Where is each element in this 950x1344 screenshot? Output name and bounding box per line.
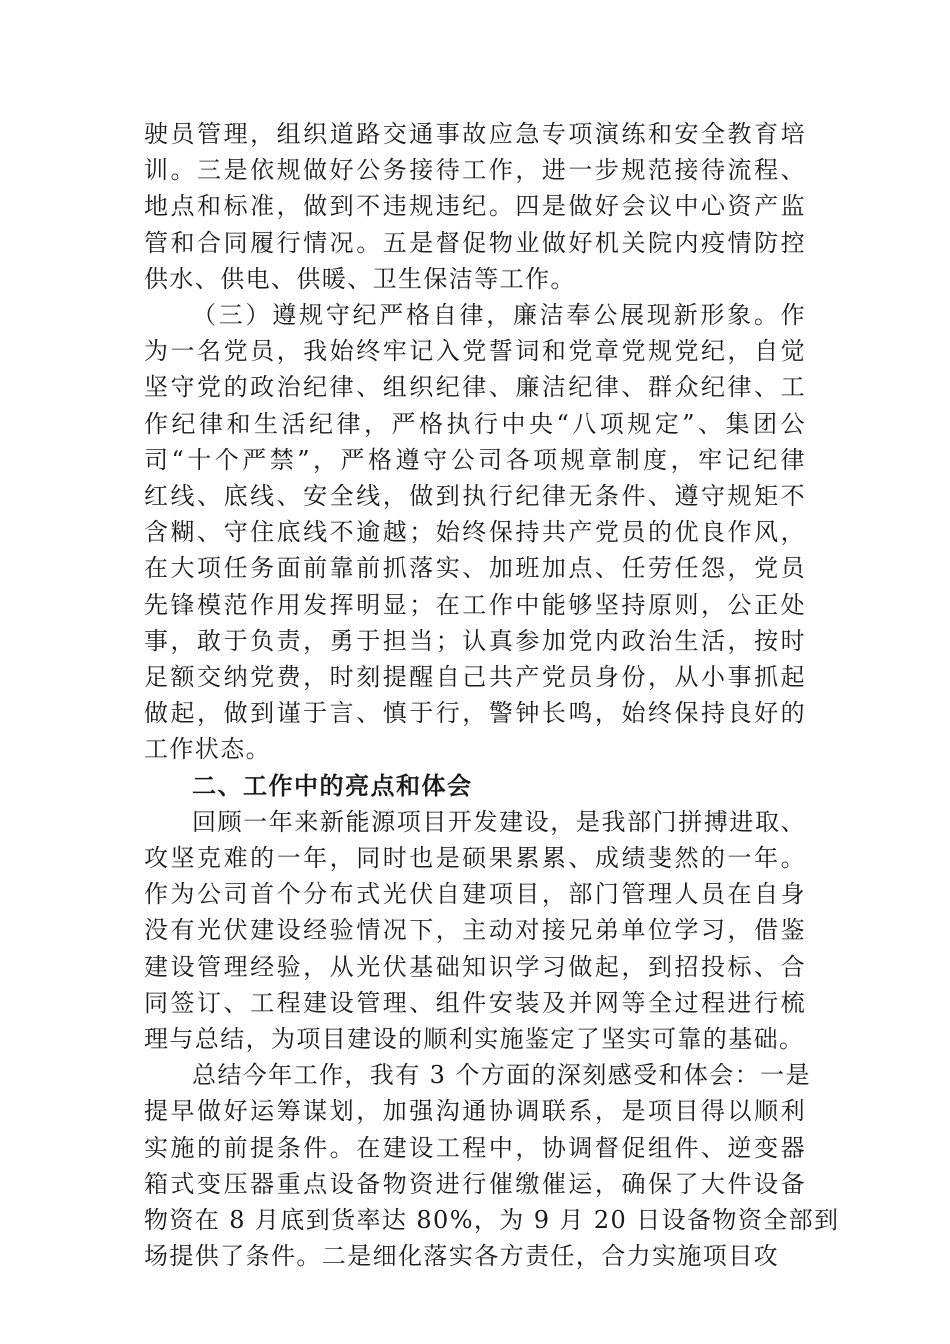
- body-paragraph: [144, 804, 806, 1057]
- text-line: 司“十个严禁”，严格遵守公司各项规章制度，牢记纪律: [144, 445, 806, 474]
- text-line: 供水、供电、供暖、卫生保洁等工作。: [144, 264, 576, 293]
- text-line: 含糊、守住底线不逾越；始终保持共产党员的优良作风，: [144, 518, 806, 547]
- text-line: 为一名党员，我始终牢记入党誓词和党章党规党纪，自觉: [144, 337, 806, 366]
- text-line: 建设管理经验，从光伏基础知识学习做起，到招投标、合: [144, 952, 806, 981]
- text-line: 作为公司首个分布式光伏自建项目，部门管理人员在自身: [144, 880, 806, 909]
- text-line: 实施的前提条件。在建设工程中，协调督促组件、逆变器: [144, 1133, 806, 1162]
- heading-text: 二、工作中的亮点和体会: [192, 771, 473, 800]
- text-line: 提早做好运筹谋划，加强沟通协调联系，是项目得以顺利: [144, 1097, 806, 1126]
- text-line: 总结今年工作，我有 3 个方面的深刻感受和体会：一是: [192, 1061, 811, 1090]
- text-line: 红线、底线、安全线，做到执行纪律无条件、遵守规矩不: [144, 482, 806, 511]
- body-paragraph: [144, 116, 806, 297]
- section-heading: [144, 768, 806, 804]
- text-line: 箱式变压器重点设备物资进行催缴催运，确保了大件设备: [144, 1169, 806, 1198]
- text-line: 场提供了条件。二是细化落实各方责任，合力实施项目攻: [144, 1242, 779, 1271]
- text-line: 地点和标准，做到不违规违纪。四是做好会议中心资产监: [144, 192, 806, 221]
- text-line: 足额交纳党费，时刻提醒自己共产党员身份，从小事抓起: [144, 663, 806, 692]
- text-line: 物资在 8 月底到货率达 80%，为 9 月 20 日设备物资全部到: [144, 1206, 840, 1235]
- text-line: 训。三是依规做好公务接待工作，进一步规范接待流程、: [144, 156, 806, 185]
- text-line: 工作状态。: [144, 735, 271, 764]
- text-line: 回顾一年来新能源项目开发建设，是我部门拼搏进取、: [192, 807, 806, 836]
- body-paragraph: [144, 1057, 840, 1274]
- text-line: 作纪律和生活纪律，严格执行中央“八项规定”、集团公: [144, 409, 806, 438]
- text-line: 事，敢于负责，勇于担当；认真参加党内政治生活，按时: [144, 626, 806, 655]
- document-page: [144, 116, 840, 1275]
- body-paragraph: [144, 297, 806, 768]
- text-line: 先锋模范作用发挥明显；在工作中能够坚持原则，公正处: [144, 590, 806, 619]
- text-line: 同签订、工程建设管理、组件安装及并网等全过程进行梳: [144, 988, 806, 1017]
- text-line: 做起，做到谨于言、慎于行，警钟长鸣，始终保持良好的: [144, 699, 806, 728]
- text-line: 管和合同履行情况。五是督促物业做好机关院内疫情防控: [144, 228, 806, 257]
- text-line: 坚守党的政治纪律、组织纪律、廉洁纪律、群众纪律、工: [144, 373, 806, 402]
- text-line: 在大项任务面前靠前抓落实、加班加点、任劳任怨，党员: [144, 554, 806, 583]
- text-line: 驶员管理，组织道路交通事故应急专项演练和安全教育培: [144, 120, 806, 148]
- text-line: 攻坚克难的一年，同时也是硕果累累、成绩斐然的一年。: [144, 844, 806, 873]
- text-line: 理与总结，为项目建设的顺利实施鉴定了坚实可靠的基础。: [144, 1025, 805, 1054]
- text-line: 没有光伏建设经验情况下，主动对接兄弟单位学习，借鉴: [144, 916, 806, 945]
- text-line: （三）遵规守纪严格自律，廉洁奉公展现新形象。作: [192, 301, 806, 330]
